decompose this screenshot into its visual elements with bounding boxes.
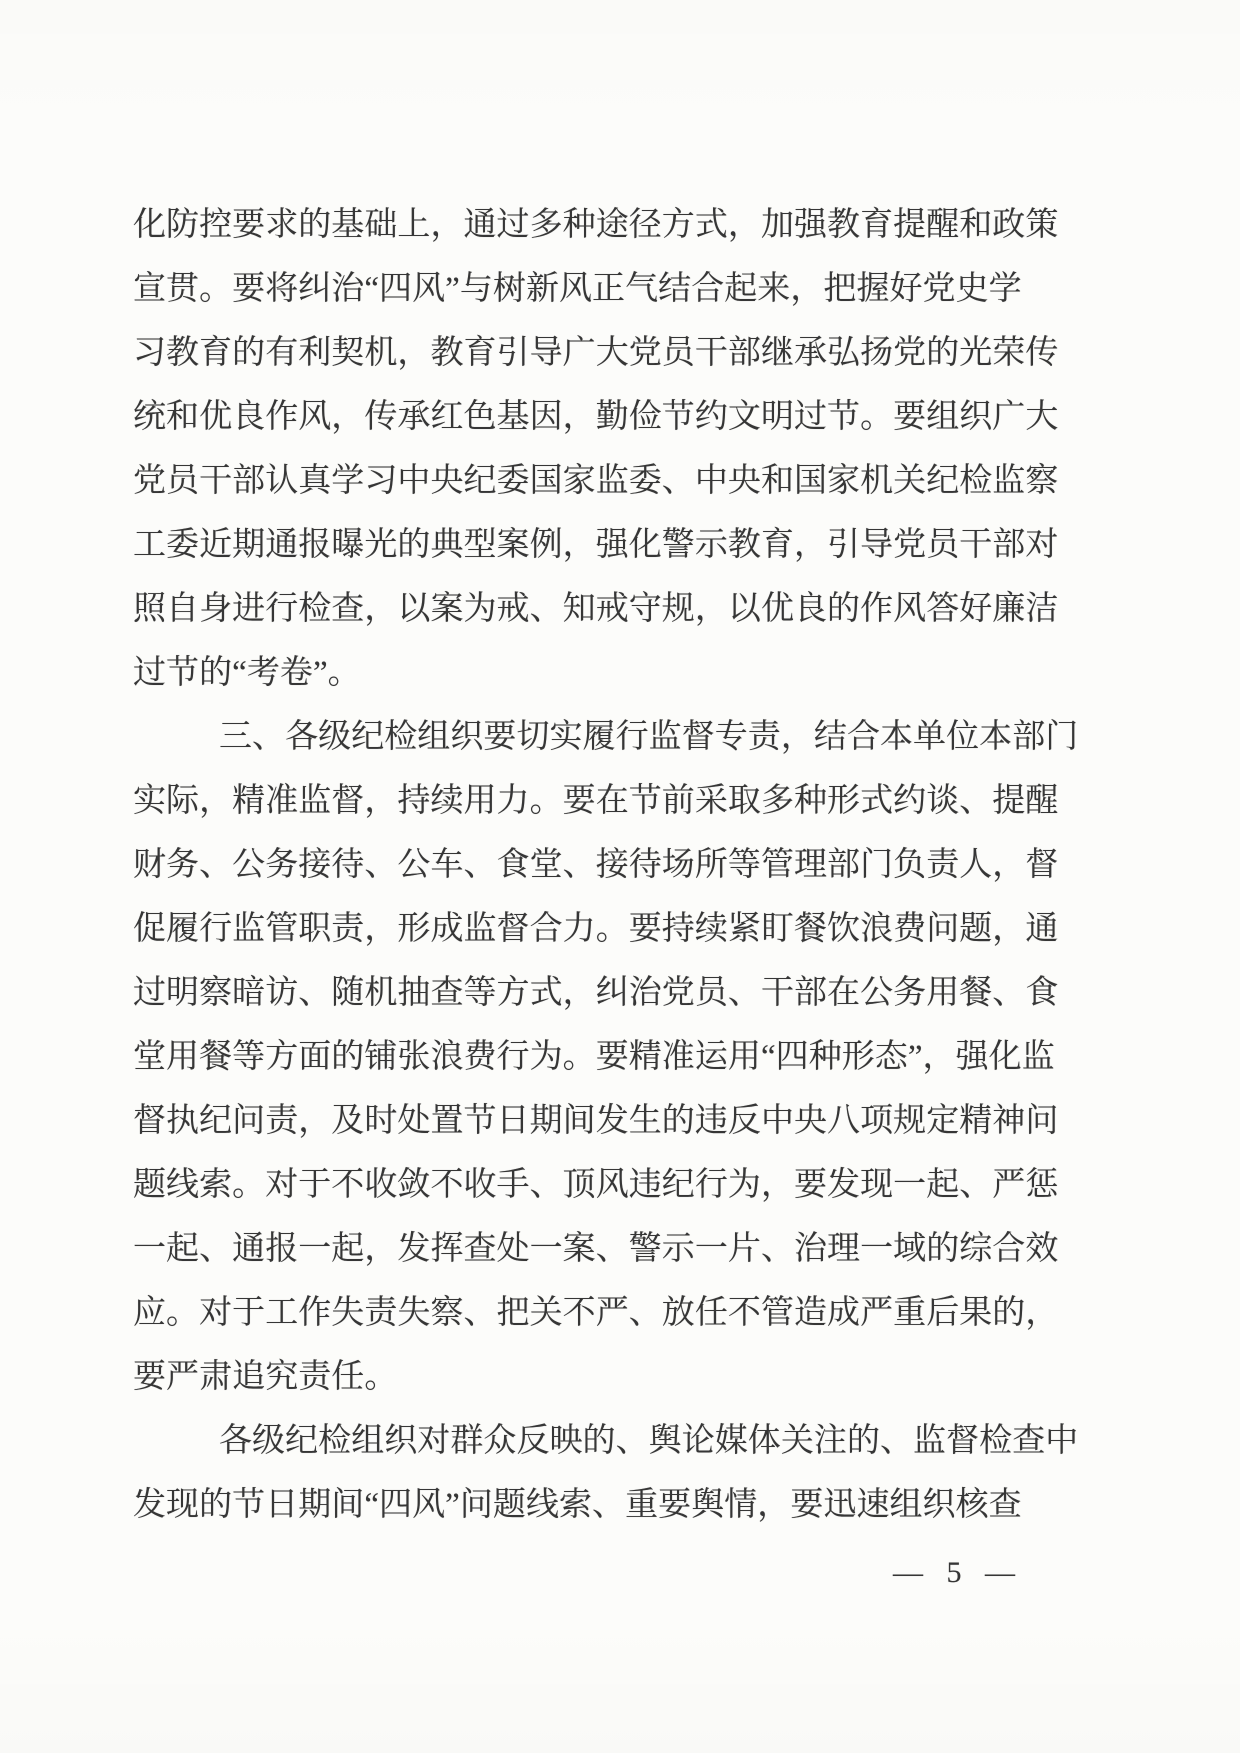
document-body bbox=[133, 205, 1079, 1549]
text-line: 三、各级纪检组织要切实履行监督专责，结合本单位本部门 bbox=[219, 719, 1079, 755]
text-line: 党员干部认真学习中央纪委国家监委、中央和国家机关纪检监察 bbox=[133, 463, 1059, 499]
text-line: 实际，精准监督，持续用力。要在节前采取多种形式约谈、提醒 bbox=[133, 783, 1059, 819]
text-line: 财务、公务接待、公车、食堂、接待场所等管理部门负责人，督 bbox=[133, 847, 1059, 883]
text-line: 各级纪检组织对群众反映的、舆论媒体关注的、监督检查中 bbox=[219, 1423, 1079, 1459]
text-line: 一起、通报一起，发挥查处一案、警示一片、治理一域的综合效 bbox=[133, 1231, 1059, 1267]
text-line: 应。对于工作失责失察、把关不严、放任不管造成严重后果的， bbox=[133, 1295, 1059, 1331]
text-line: 化防控要求的基础上，通过多种途径方式，加强教育提醒和政策 bbox=[133, 207, 1059, 243]
text-line: 工委近期通报曝光的典型案例，强化警示教育，引导党员干部对 bbox=[133, 527, 1059, 563]
text-line: 发现的节日期间“四风”问题线索、重要舆情，要迅速组织核查 bbox=[133, 1487, 1022, 1523]
text-line: 习教育的有利契机，教育引导广大党员干部继承弘扬党的光荣传 bbox=[133, 335, 1059, 371]
text-line: 要严肃追究责任。 bbox=[133, 1359, 398, 1395]
text-line: 照自身进行检查，以案为戒、知戒守规，以优良的作风答好廉洁 bbox=[133, 591, 1059, 627]
text-line: 统和优良作风，传承红色基因，勤俭节约文明过节。要组织广大 bbox=[133, 399, 1059, 435]
text-line: 督执纪问责，及时处置节日期间发生的违反中央八项规定精神问 bbox=[133, 1103, 1059, 1139]
text-line: 过明察暗访、随机抽查等方式，纠治党员、干部在公务用餐、食 bbox=[133, 975, 1059, 1011]
text-line: 宣贯。要将纠治“四风”与树新风正气结合起来，把握好党史学 bbox=[133, 271, 1022, 307]
text-line: 促履行监管职责，形成监督合力。要持续紧盯餐饮浪费问题，通 bbox=[133, 911, 1059, 947]
text-line: 堂用餐等方面的铺张浪费行为。要精准运用“四种形态”，强化监 bbox=[133, 1039, 1055, 1075]
text-line: 题线索。对于不收敛不收手、顶风违纪行为，要发现一起、严惩 bbox=[133, 1167, 1059, 1203]
text-line: 过节的“考卷”。 bbox=[133, 655, 361, 691]
page-number: — 5 — bbox=[893, 1556, 1015, 1589]
